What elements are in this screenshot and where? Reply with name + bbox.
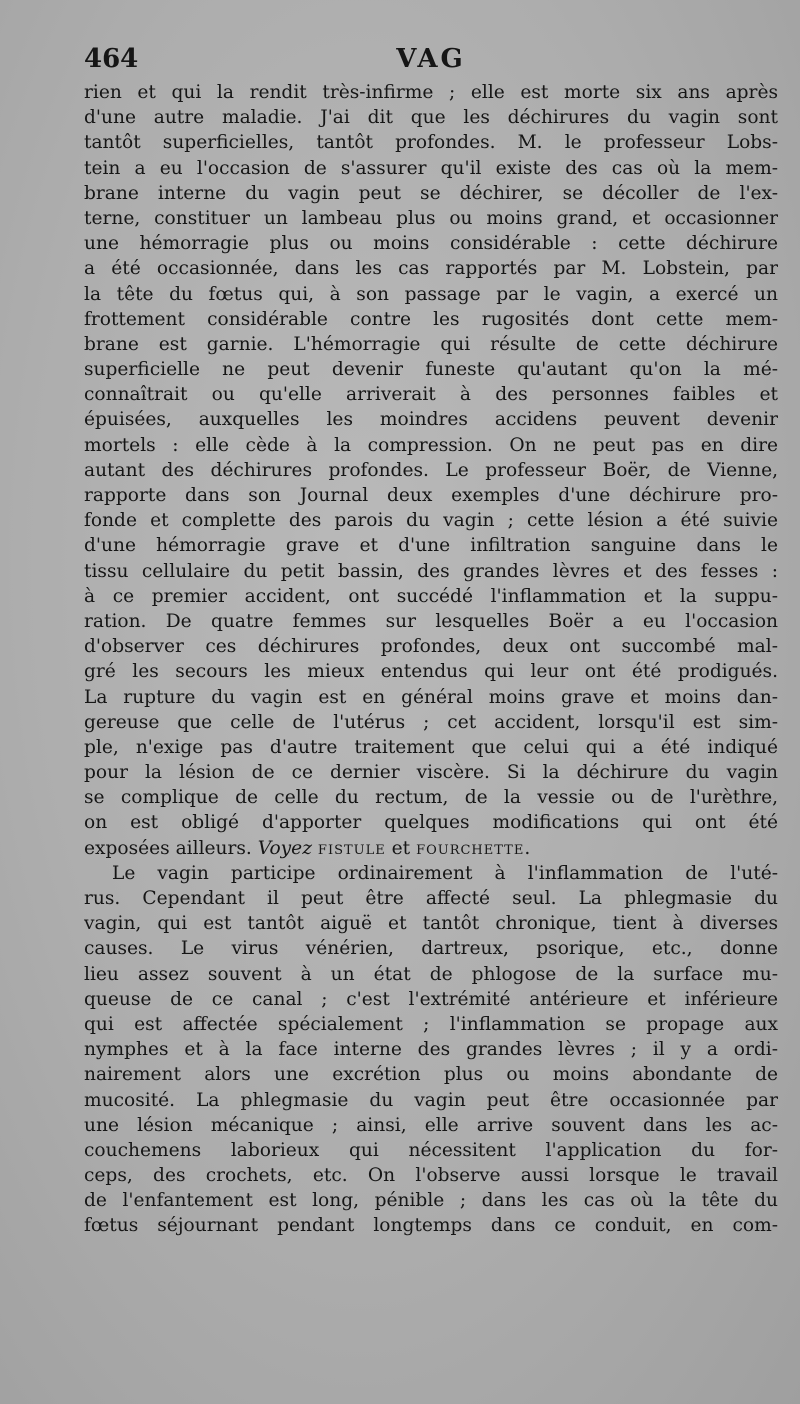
text-line: se complique de celle du rectum, de la vessie ou de l'urèthre, [84, 787, 778, 809]
text-line: tissu cellulaire du petit bassin, des grandes lèvres et des fesses : [84, 560, 778, 582]
text-line: de l'enfantement est long, pénible ; dans les cas où la tête du [84, 1190, 778, 1212]
text-line: terne, constituer un lambeau plus ou moins grand, et occasionner [84, 207, 778, 229]
text-line: rapporte dans son Journal deux exemples d'une déchirure pro- [84, 485, 778, 506]
text-line: d'une autre maladie. J'ai dit que les déchirures du vagin sont [84, 107, 778, 129]
text-line: fœtus séjournant pendant longtemps dans ce conduit, en com- [84, 1215, 778, 1237]
text-line: qui est affectée spécialement ; l'inflammation se propage aux [84, 1013, 778, 1035]
text-line: ration. De quatre femmes sur lesquelles Boër a eu l'occasion [84, 610, 778, 632]
cross-reference-line [84, 836, 778, 861]
text-line: fonde et complette des parois du vagin ; cette lésion a été suivie [84, 510, 778, 532]
text-line: brane interne du vagin peut se déchirer, se décoller de l'ex- [84, 182, 778, 204]
text-line: gereuse que celle de l'utérus ; cet accident, lorsqu'il est sim- [84, 711, 778, 733]
running-head [84, 44, 778, 84]
text-line: une lésion mécanique ; ainsi, elle arrive souvent dans les ac- [84, 1114, 778, 1136]
text-line: épuisées, auxquelles les moindres accidens peuvent devenir [84, 409, 778, 431]
text-line: lieu assez souvent à un état de phlogose de la surface mu- [84, 963, 778, 985]
cross-reference-lead: exposées ailleurs. [84, 837, 252, 859]
page-number: 464 [84, 44, 139, 74]
text-line: nairement alors une excrétion plus ou moins abondante de [84, 1064, 778, 1086]
text-line: autant des déchirures profondes. Le professeur Boër, de Vienne, [84, 459, 778, 481]
text-line: couchemens laborieux qui nécessitent l'application du for- [84, 1139, 778, 1161]
body-text [84, 80, 778, 1239]
paragraph-first-line: Le vagin participe ordinairement à l'inflammation de l'uté- [112, 862, 778, 884]
text-line: a été occasionnée, dans les cas rapportés par M. Lobstein, par [84, 258, 778, 280]
cross-reference-term-fistule: fistule [317, 837, 386, 859]
text-line: tein a eu l'occasion de s'assurer qu'il existe des cas où la mem- [84, 157, 778, 179]
cross-reference-conjunction: et [391, 837, 411, 859]
text-line: superficielle ne peut devenir funeste qu'autant qu'on la mé- [84, 359, 778, 381]
text-line: mucosité. La phlegmasie du vagin peut être occasionnée par [84, 1089, 778, 1111]
text-line: queuse de ce canal ; c'est l'extrémité antérieure et inférieure [84, 988, 778, 1010]
text-line: gré les secours les mieux entendus qui leur ont été prodigués. [84, 661, 778, 683]
text-line: rien et qui la rendit très-infirme ; elle est morte six ans après [84, 82, 778, 103]
text-line: connaîtrait ou qu'elle arriverait à des personnes faibles et [84, 384, 778, 406]
cross-reference-voyez: Voyez [257, 837, 312, 859]
text-line: frottement considérable contre les rugosités dont cette mem- [84, 308, 778, 330]
text-line: pour la lésion de ce dernier viscère. Si la déchirure du vagin [84, 762, 778, 784]
text-line: d'une hémorragie grave et d'une infiltration sanguine dans le [84, 535, 778, 557]
text-line: nymphes et à la face interne des grandes lèvres ; il y a ordi- [84, 1039, 778, 1061]
running-head-title: VAG [396, 44, 466, 74]
text-line: tantôt superficielles, tantôt profondes. M. le professeur Lobs- [84, 132, 778, 154]
text-line: La rupture du vagin est en général moins grave et moins dan- [84, 686, 778, 708]
text-line: la tête du fœtus qui, à son passage par le vagin, a exercé un [84, 283, 778, 305]
text-line: ple, n'exige pas d'autre traitement que celui qui a été indiqué [84, 736, 778, 758]
text-line: ceps, des crochets, etc. On l'observe aussi lorsque le travail [84, 1165, 778, 1187]
text-line: une hémorragie plus ou moins considérable : cette déchirure [84, 233, 778, 255]
text-line: on est obligé d'apporter quelques modifications qui ont été [84, 812, 778, 834]
text-line: d'observer ces déchirures profondes, deux ont succombé mal- [84, 636, 778, 658]
cross-reference-term-fourchette: fourchette. [416, 837, 532, 859]
text-line: rus. Cependant il peut être affecté seul. La phlegmasie du [84, 888, 778, 909]
text-line: mortels : elle cède à la compression. On ne peut pas en dire [84, 434, 778, 456]
text-line: brane est garnie. L'hémorragie qui résulte de cette déchirure [84, 333, 778, 355]
text-line: vagin, qui est tantôt aiguë et tantôt chronique, tient à diverses [84, 913, 778, 935]
text-line: causes. Le virus vénérien, dartreux, psorique, etc., donne [84, 938, 778, 960]
text-line: à ce premier accident, ont succédé l'inflammation et la suppu- [84, 585, 778, 607]
